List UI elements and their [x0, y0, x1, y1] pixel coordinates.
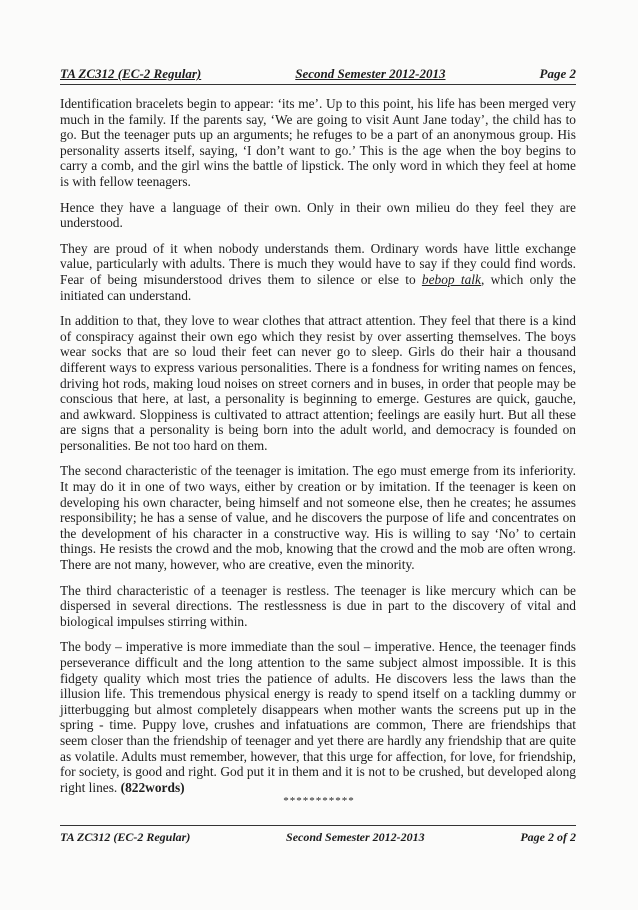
- paragraph-7-text: The body – imperative is more immediate than the soul – imperative. Hence, the teenager finds perseverance difficult and the long attention to the same subject almost impossible. It is this fidgety quality which most tries the patience of adults. He discovers less the laws than the illusion life. This tremendous physical energy is ready to spend itself on a tackling dummy or jitterbugging but almost completely disappears when mother wants the screens put up in the spring - time. Puppy love, crushes and infatuations are common, There are friendships that seem closer than the friendship of teenager and yet there are hardly any friendship that are quite as volatile. Adults must remember, however, that this urge for affection, for love, for friendship, for society, is good and right. God put it in them and it is not to be crushed, but developed along right lines.: [60, 639, 576, 795]
- footer-course-code: TA ZC312 (EC-2 Regular): [60, 830, 191, 844]
- header-course-code: TA ZC312 (EC-2 Regular): [60, 66, 202, 81]
- paragraph-6: The third characteristic of a teenager is restless. The teenager is like mercury which can be dispersed in several directions. The restlessness is due in part to the discovery of vital and biological impulses stirring within.: [60, 582, 576, 629]
- paragraph-3: [60, 241, 576, 303]
- bebop-talk-term: bebop talk: [421, 271, 481, 287]
- paragraph-7: [60, 639, 576, 795]
- document-body: [60, 96, 576, 805]
- end-separator: ***********: [283, 795, 355, 807]
- word-count: (822words): [120, 779, 185, 795]
- paragraph-5: The second characteristic of the teenager is imitation. The ego must emerge from its inferiority. It may do it in one of two ways, either by creation or by imitation. If the teenager is keen on developing his own character, being himself and not someone else, then he creates; he assumes responsibility; he has a sense of value, and he discovers the purpose of life and concentrates on the development of his character in a constructive way. His is willing to say ‘No’ to certain things. He resists the crowd and the mob, knowing that the crowd and the mob are often wrong. There are not many, however, who are creative, even the minority.: [60, 463, 576, 573]
- footer-semester: Second Semester 2012-2013: [286, 830, 425, 844]
- paragraph-1: Identification bracelets begin to appear: ‘its me’. Up to this point, his life has been merged very much in the family. If the parents say, ‘We are going to visit Aunt Jane today’, the child has to go. But the teenager puts up an arguments; he refuges to be a part of an anonymous group. His personality asserts itself, saying, ‘I don’t want to go.’ This is the age when the boy begins to carry a comb, and the girl wins the battle of lipstick. The only word in which they feel at home is with fellow teenagers.: [60, 96, 576, 189]
- paragraph-2: Hence they have a language of their own. Only in their own milieu do they feel they are understood.: [60, 199, 576, 231]
- footer-page-number: Page 2 of 2: [520, 830, 576, 844]
- page-footer: [60, 825, 576, 845]
- header-page-number: Page 2: [539, 66, 576, 81]
- header-semester: Second Semester 2012-2013: [295, 66, 446, 81]
- page-header: [60, 66, 576, 85]
- paragraph-4: In addition to that, they love to wear clothes that attract attention. They feel that there is a kind of conspiracy against their own ego which they resist by over asserting themselves. The boys wear socks that are so loud their feet can never go to sleep. Girls do their hair a thousand different ways to express various personalities. There is a fondness for writing names on fences, driving hot rods, making loud noises on street corners and in buses, in order that people may be conscious that here, at last, a personality is beginning to emerge. Gestures are quick, gauche, and awkward. Sloppiness is cultivated to attract attention; feelings are easily hurt. But all these are signs that a personality is being born into the adult world, and democracy is founded on personalities. Be not too hard on them.: [60, 313, 576, 453]
- paragraph-3-text-a: They are proud of it when nobody understands them. Ordinary words have little exchange value, particularly with adults. There is much they would have to say if they could find words. Fear of being misunderstood drives them to silence or else to: [60, 240, 576, 287]
- paragraph-3-text-b: , which only the initiated can understand.: [60, 271, 577, 303]
